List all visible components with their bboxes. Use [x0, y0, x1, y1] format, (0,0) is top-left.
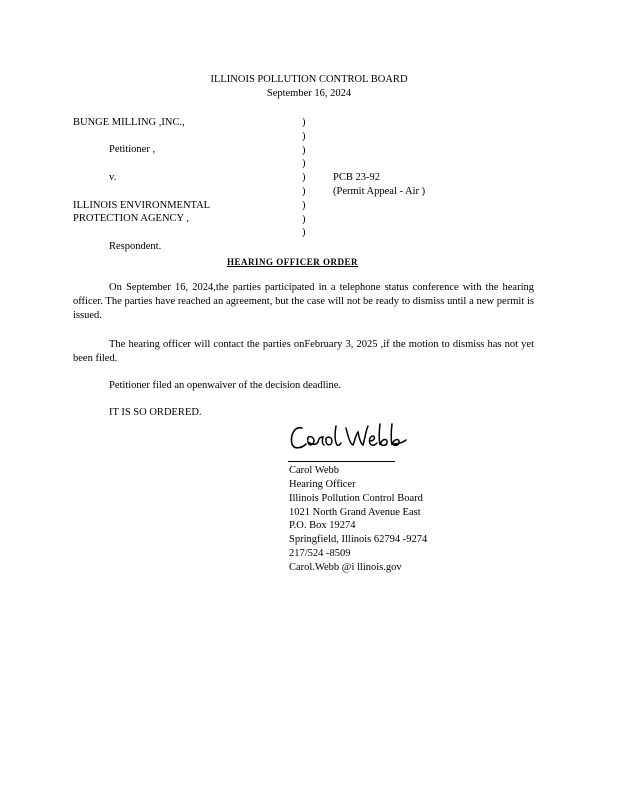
paren: ) [302, 144, 306, 156]
email-address[interactable]: Carol.Webb @i llinois.gov [289, 562, 402, 573]
phone-number: 217/524 -8509 [289, 548, 351, 559]
paragraph-next-contact: The hearing officer will contact the parties onFebruary 3, 2025 ,if the motion to dismiss has not yet been filed. [73, 339, 534, 364]
signer-organization: Illinois Pollution Control Board [289, 493, 423, 504]
address-line1: 1021 North Grand Avenue East [289, 507, 421, 518]
case-type: (Permit Appeal - Air ) [333, 186, 426, 197]
versus: v. [109, 172, 117, 183]
paren: ) [302, 130, 306, 142]
paren: ) [302, 227, 306, 239]
case-number: PCB 23-92 [333, 172, 380, 183]
paragraph-status-conference: On September 16, 2024,the parties participated in a telephone status conference with the hearing officer. The parties have reached an agreement, but the case will not be ready to dismiss until a new permit is issued. [73, 282, 534, 321]
document-date: September 16, 2024 [266, 88, 352, 99]
address-line2: P.O. Box 19274 [289, 520, 356, 531]
board-title: ILLINOIS POLLUTION CONTROL BOARD [210, 74, 408, 85]
petitioner-role: Petitioner , [109, 144, 156, 155]
signer-title: Hearing Officer [289, 479, 356, 490]
signature-line [288, 461, 395, 462]
order-title: HEARING OFFICER ORDER [227, 257, 359, 267]
paragraph-waiver: Petitioner filed an openwaiver of the decision deadline. [109, 380, 342, 391]
petitioner-name: BUNGE MILLING ,INC., [73, 117, 185, 128]
caption-parentheses [302, 116, 306, 240]
respondent-role: Respondent. [109, 241, 162, 252]
paren: ) [302, 213, 306, 225]
paragraph-so-ordered: IT IS SO ORDERED. [109, 407, 202, 418]
respondent-name-line2: PROTECTION AGENCY , [73, 213, 189, 224]
respondent-name-line1: ILLINOIS ENVIRONMENTAL [73, 200, 211, 211]
signature-image [288, 418, 414, 454]
paren: ) [302, 199, 306, 211]
paren: ) [302, 172, 306, 184]
signer-name: Carol Webb [289, 465, 339, 476]
paren: ) [302, 185, 306, 197]
paren: ) [302, 158, 306, 170]
paren: ) [302, 117, 306, 128]
address-city: Springfield, Illinois 62794 -9274 [289, 534, 428, 545]
